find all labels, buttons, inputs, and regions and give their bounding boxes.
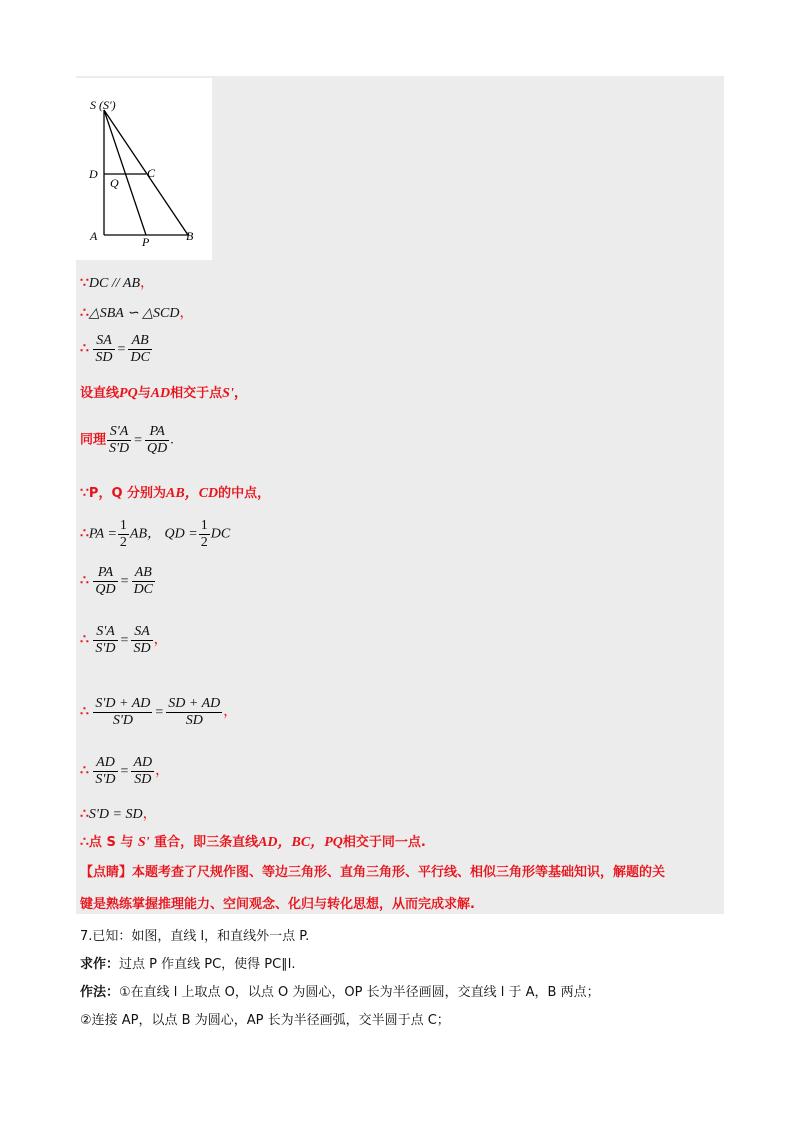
label-a: A xyxy=(90,229,98,243)
problem-7-task: 求作：过点 P 作直线 PC，使得 PC∥l. xyxy=(80,957,296,972)
figure-svg xyxy=(76,78,212,260)
fraction: $\frac{SA}{SD}$ xyxy=(133,624,151,656)
proof-line-8: ∴ $\frac{PA}{QD}$ = $\frac{AB}{DC}$ xyxy=(80,565,154,597)
proof-line-1: ∵DC // AB， xyxy=(80,276,154,291)
proof-line-3: ∴ $\frac{SA}{SD}$ = $\frac{AB}{DC}$ xyxy=(80,333,150,365)
fraction: $\frac{AD}{SD}$ xyxy=(133,755,153,787)
fraction: $\frac{AB}{DC}$ xyxy=(130,333,150,365)
geometry-figure xyxy=(76,78,212,260)
proof-line-2: ∴△SBA ∽ △SCD， xyxy=(80,306,194,321)
label-d: D xyxy=(89,167,98,181)
label-b: B xyxy=(186,229,194,243)
fraction: $\frac{SD + AD}{SD}$ xyxy=(168,696,221,728)
problem-7-method-2: ②连接 AP，以点 B 为圆心，AP 长为半径画弧，交半圆于点 C； xyxy=(80,1013,450,1028)
proof-line-6: ∵P，Q 分别为AB，CD的中点， xyxy=(80,486,271,501)
fraction-half: $\frac{1}{2}$ xyxy=(119,518,127,550)
label-c: C xyxy=(147,166,156,180)
fraction: $\frac{PA}{QD}$ xyxy=(147,424,168,456)
problem-7-method-1: 作法：①在直线 l 上取点 O，以点 O 为圆心，OP 长为半径画圆，交直线 l 于 A，B 两点； xyxy=(80,985,600,1000)
fraction: $\frac{SA}{SD}$ xyxy=(95,333,113,365)
comment-line-2: 键是熟练掌握推理能力、空间观念、化归与转化思想，从而完成求解. xyxy=(80,897,475,912)
fraction: $\frac{AB}{DC}$ xyxy=(133,565,154,597)
label-q: Q xyxy=(110,176,119,190)
comment-line-1: 【点睛】本题考查了尺规作图、等边三角形、直角三角形、平行线、相似三角形等基础知识，解题的关 xyxy=(80,865,666,880)
proof-line-10: ∴ $\frac{S'D + AD}{S'D}$ = $\frac{SD + AD}{SD}$ ， xyxy=(80,696,238,728)
fraction: $\frac{PA}{QD}$ xyxy=(95,565,116,597)
proof-line-9: ∴ $\frac{S'A}{S'D}$ = $\frac{SA}{SD}$ ， xyxy=(80,624,168,656)
proof-line-7: ∴PA = $\frac{1}{2}$ AB， QD = $\frac{1}{2}$ DC xyxy=(80,518,231,550)
proof-line-12: ∴S'D = SD， xyxy=(80,807,157,822)
label-s: S xyxy=(90,98,96,112)
proof-conclusion: ∴点 S 与 S' 重合，即三条直线AD，BC，PQ相交于同一点. xyxy=(80,835,426,850)
proof-line-4: 设直线PQ与AD相交于点S'， xyxy=(80,386,248,401)
proof-line-11: ∴ $\frac{AD}{S'D}$ = $\frac{AD}{SD}$ ， xyxy=(80,755,170,787)
fraction-half: $\frac{1}{2}$ xyxy=(200,518,208,550)
fraction: $\frac{S'D + AD}{S'D}$ xyxy=(95,696,151,728)
problem-7-statement: 7.已知：如图，直线 l，和直线外一点 P. xyxy=(80,929,310,944)
label-p: P xyxy=(142,235,150,249)
fraction: $\frac{AD}{S'D}$ xyxy=(95,755,116,787)
segment-sb xyxy=(104,110,188,235)
fraction: $\frac{S'A}{S'D}$ xyxy=(109,424,130,456)
label-s-prime: (S') xyxy=(99,98,116,112)
proof-line-5: 同理 $\frac{S'A}{S'D}$ = $\frac{PA}{QD}$ . xyxy=(80,424,174,456)
fraction: $\frac{S'A}{S'D}$ xyxy=(95,624,116,656)
segment-sp xyxy=(104,110,146,235)
